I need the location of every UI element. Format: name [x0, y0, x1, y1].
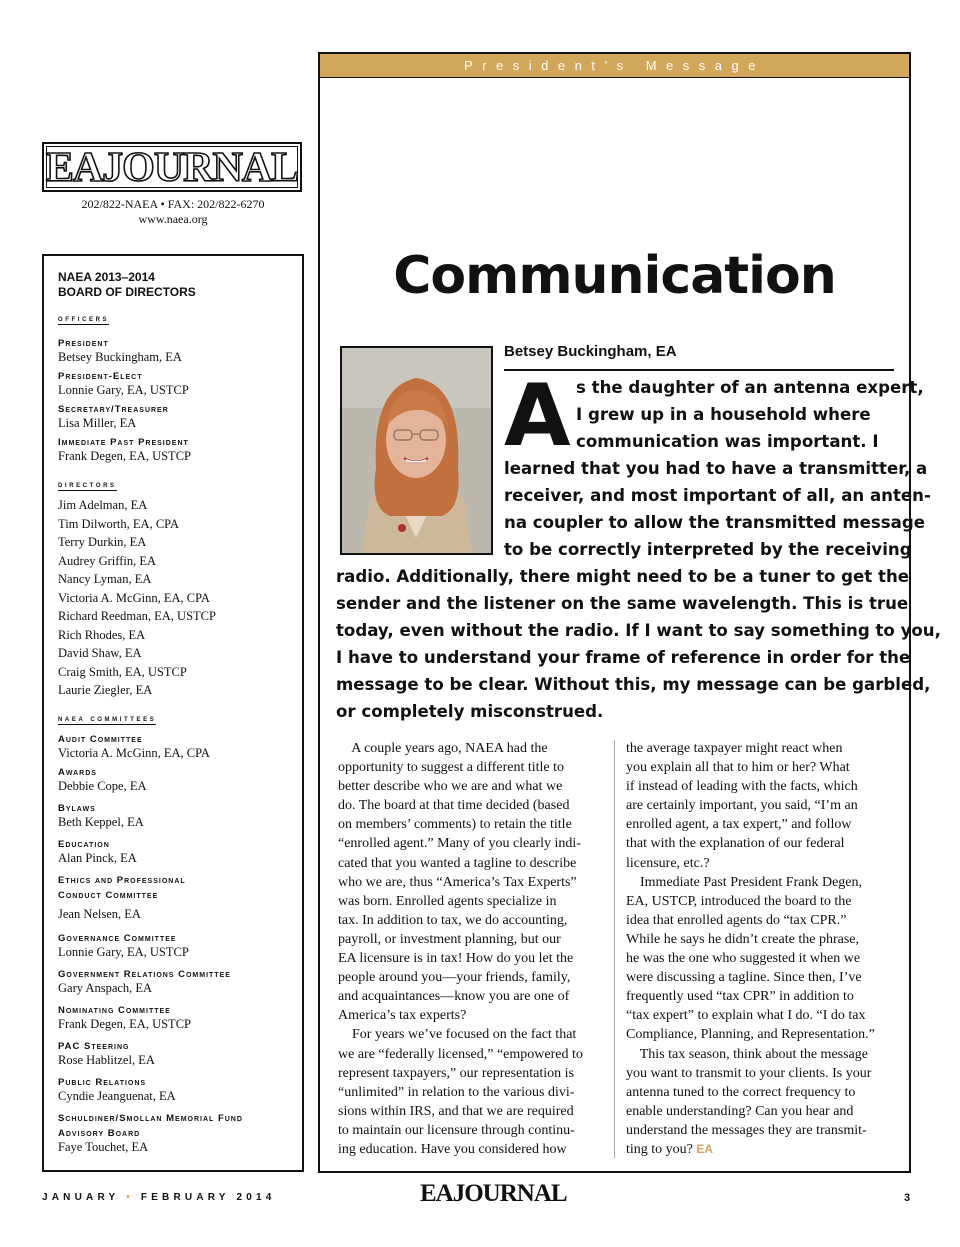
committee-name: Debbie Cope, EA — [58, 779, 147, 793]
committee-role: Bylaws — [58, 803, 96, 814]
committee-role: Education — [58, 839, 110, 850]
body-line: the average taxpayer might react when — [626, 741, 843, 756]
committee-memorial-fund — [58, 1113, 292, 1155]
committee-bylaws — [58, 803, 292, 830]
lead-line: or completely misconstrued. — [336, 702, 604, 721]
body-line: if instead of leading with the facts, which — [626, 779, 858, 795]
page-number: 3 — [904, 1192, 911, 1204]
director-name: Jim Adelman, EA — [58, 498, 148, 512]
issue-date — [42, 1192, 276, 1203]
body-line: people around you—your friends, family, — [338, 970, 571, 986]
body-line: Immediate Past President Frank Degen, — [626, 874, 863, 890]
lead-line: I grew up in a household where — [576, 405, 871, 424]
body-line: we are “federally licensed,” “empowered to — [338, 1046, 583, 1062]
signature-ea: EA — [696, 1141, 714, 1156]
director-name: Audrey Griffin, EA — [58, 553, 157, 568]
committees-heading: naea committees — [58, 713, 157, 723]
body-line: that with the explanation of our federal — [626, 836, 845, 852]
body-line: he was the one who suggested it when we — [626, 951, 861, 967]
logo-text: EAJOURNAL — [45, 145, 299, 191]
presidents-message-frame — [318, 52, 941, 1173]
director-name: Terry Durkin, EA — [58, 535, 147, 549]
committee-nominating — [58, 1005, 292, 1032]
body-line: payroll, or investment planning, but our — [338, 931, 561, 947]
body-line: antenna tuned to the correct frequency to — [626, 1084, 856, 1100]
committee-role: PAC Steering — [58, 1041, 130, 1052]
body-column-left — [338, 739, 606, 1159]
committee-role: Audit Committee — [58, 734, 143, 745]
officer-secretary-treasurer — [58, 404, 292, 431]
officer-name: Betsey Buckingham, EA — [58, 350, 182, 364]
closing-text: ting to you? — [626, 1141, 693, 1157]
director-name: Victoria A. McGinn, EA, CPA — [58, 590, 210, 605]
phone-fax: 202/822-NAEA • FAX: 202/822-6270 — [81, 197, 265, 211]
column-divider — [614, 740, 615, 1158]
committee-role: Government Relations Committee — [58, 969, 231, 980]
director-name: Tim Dilworth, EA, CPA — [58, 516, 179, 531]
lead-line: today, even without the radio. If I want to say something to you, — [336, 621, 941, 640]
issue-month-year: FEBRUARY 2014 — [140, 1192, 276, 1203]
director-name: Richard Reedman, EA, USTCP — [58, 609, 216, 623]
body-line: better describe who we are and what we — [338, 779, 563, 795]
body-line: you explain all that to him or her? What — [626, 760, 850, 776]
body-line: EA, USTCP, introduced the board to the — [626, 893, 852, 909]
committee-name: Lonnie Gary, EA, USTCP — [58, 945, 189, 959]
officer-role: Secretary/Treasurer — [58, 404, 169, 415]
board-of-directors-box — [42, 254, 304, 1172]
director-name: David Shaw, EA — [58, 646, 142, 660]
committee-audit — [58, 734, 292, 761]
lead-line: communication was important. I — [576, 432, 879, 451]
lead-line: receiver, and most important of all, an anten- — [504, 486, 931, 505]
body-line: were discussing a tagline. Since then, I’ve — [626, 970, 862, 986]
lead-paragraph-top — [504, 366, 931, 563]
body-line-final — [626, 1140, 896, 1159]
officer-name: Lisa Miller, EA — [58, 416, 137, 430]
body-line: EA licensure is in tax! How do you let the — [338, 951, 574, 967]
officers-heading: officers — [58, 313, 110, 323]
committee-name: Victoria A. McGinn, EA, CPA — [58, 746, 210, 760]
committee-role: Ethics and Professional — [58, 875, 186, 886]
body-line: frequently used “tax CPR” in addition to — [626, 989, 854, 1005]
lead-line: to be correctly interpreted by the receiving — [504, 540, 912, 559]
body-line: licensure, etc.? — [626, 855, 710, 871]
committee-role: Schuldiner/Smollan Memorial Fund — [58, 1113, 243, 1124]
committee-governance — [58, 933, 292, 960]
body-line: on members’ comments) to retain the title — [338, 817, 572, 833]
body-line: tax. In addition to tax, we do accounting, — [338, 912, 568, 928]
body-line: understand the messages they are transmit- — [626, 1122, 867, 1138]
website: www.naea.org — [138, 212, 208, 226]
officer-role: President — [58, 338, 109, 349]
body-line: who we are, thus “America’s Tax Experts” — [338, 874, 577, 890]
committee-awards — [58, 767, 292, 794]
article-title: Communication — [393, 246, 836, 306]
committee-name: Frank Degen, EA, USTCP — [58, 1017, 191, 1031]
committee-name: Gary Anspach, EA — [58, 981, 153, 995]
committee-name: Beth Keppel, EA — [58, 815, 144, 829]
committee-pac-steering — [58, 1041, 292, 1068]
committee-name: Cyndie Jeanguenat, EA — [58, 1089, 176, 1103]
body-line: opportunity to suggest a different title to — [338, 760, 565, 776]
lead-line: na coupler to allow the transmitted message — [504, 513, 925, 532]
body-line: represent taxpayers,” our representation is — [338, 1065, 574, 1081]
officer-president-elect — [58, 371, 292, 398]
committee-ethics — [58, 875, 292, 922]
committee-public-relations — [58, 1077, 292, 1104]
lead-line: learned that you had to have a transmitter, a — [504, 459, 928, 478]
drop-cap: A — [504, 366, 571, 466]
body-line: “unlimited” in relation to the various divi- — [338, 1084, 575, 1100]
body-line: and acquaintances—know you are one of — [338, 989, 570, 1005]
lead-line: I have to understand your frame of reference in order for the — [336, 648, 911, 667]
directors-list — [58, 496, 292, 700]
committee-name: Alan Pinck, EA — [58, 851, 137, 865]
body-line: For years we’ve focused on the fact that — [338, 1027, 577, 1043]
author-photo — [340, 346, 493, 555]
committee-name: Rose Hablitzel, EA — [58, 1053, 155, 1067]
committee-role: Awards — [58, 767, 97, 778]
lead-line: sender and the listener on the same wavelength. This is true — [336, 594, 909, 613]
director-name: Rich Rhodes, EA — [58, 627, 146, 642]
body-line: While he says he didn’t create the phrase, — [626, 931, 859, 947]
officer-role: President-Elect — [58, 371, 143, 382]
body-line: to maintain our licensure through continu- — [338, 1122, 575, 1138]
committee-role: Nominating Committee — [58, 1005, 171, 1016]
director-name: Laurie Ziegler, EA — [58, 683, 153, 697]
body-line: Compliance, Planning, and Representation.” — [626, 1027, 875, 1043]
body-line: are certainly important, you said, “I’m an — [626, 798, 858, 814]
body-line: you want to transmit to your clients. Is your — [626, 1065, 872, 1081]
officer-role: Immediate Past President — [58, 437, 189, 448]
director-name: Nancy Lyman, EA — [58, 572, 152, 586]
body-line: This tax season, think about the message — [626, 1046, 868, 1062]
committee-role: Public Relations — [58, 1077, 147, 1088]
section-header-bar: President’s Message — [320, 54, 909, 78]
committee-role: Governance Committee — [58, 933, 177, 944]
committee-role: Advisory Board — [58, 1128, 141, 1139]
body-line: ing education. Have you considered how — [338, 1141, 567, 1157]
lead-line: s the daughter of an antenna expert, — [576, 378, 924, 397]
officer-name: Lonnie Gary, EA, USTCP — [58, 383, 189, 397]
committee-name: Faye Touchet, EA — [58, 1140, 149, 1154]
committee-government-relations — [58, 969, 292, 996]
body-line: A couple years ago, NAEA had the — [338, 741, 548, 756]
board-title — [58, 270, 290, 300]
board-title-line1: NAEA 2013–2014 — [58, 270, 155, 284]
body-line: sions within IRS, and that we are required — [338, 1103, 574, 1119]
directors-heading: directors — [58, 479, 117, 489]
committee-role: Conduct Committee — [58, 890, 159, 901]
body-column-right — [626, 739, 896, 1159]
author-byline: Betsey Buckingham, EA — [504, 343, 677, 360]
issue-separator: • — [126, 1192, 134, 1203]
body-line: idea that enrolled agents do “tax CPR.” — [626, 912, 847, 928]
body-line: enrolled agent, a tax expert,” and follow — [626, 817, 852, 833]
body-line: do. The board at that time decided (based — [338, 798, 570, 814]
body-line: was born. Enrolled agents specialize in — [338, 893, 557, 909]
committee-education — [58, 839, 292, 866]
lead-paragraph-bottom — [336, 563, 941, 725]
officer-immediate-past-president — [58, 437, 292, 464]
body-line: cated that you wanted a tagline to describe — [338, 855, 577, 871]
board-title-line2: BOARD OF DIRECTORS — [58, 285, 196, 299]
officer-president — [58, 338, 292, 365]
body-line: America’s tax experts? — [338, 1008, 467, 1024]
ea-journal-logo — [42, 142, 302, 192]
lead-line: radio. Additionally, there might need to be a tuner to get the — [336, 567, 910, 586]
issue-month: JANUARY — [42, 1192, 120, 1203]
committee-name: Jean Nelsen, EA — [58, 907, 141, 921]
body-line: “enrolled agent.” Many of you clearly indi- — [338, 836, 581, 852]
director-name: Craig Smith, EA, USTCP — [58, 664, 187, 679]
body-line: enable understanding? Can you hear and — [626, 1103, 854, 1119]
footer-logo: EAJOURNAL — [420, 1180, 567, 1207]
officer-name: Frank Degen, EA, USTCP — [58, 449, 191, 463]
contact-info — [42, 197, 304, 227]
lead-line: message to be clear. Without this, my message can be garbled, — [336, 675, 931, 694]
body-line: “tax expert” to explain what I do. “I do tax — [626, 1008, 866, 1024]
